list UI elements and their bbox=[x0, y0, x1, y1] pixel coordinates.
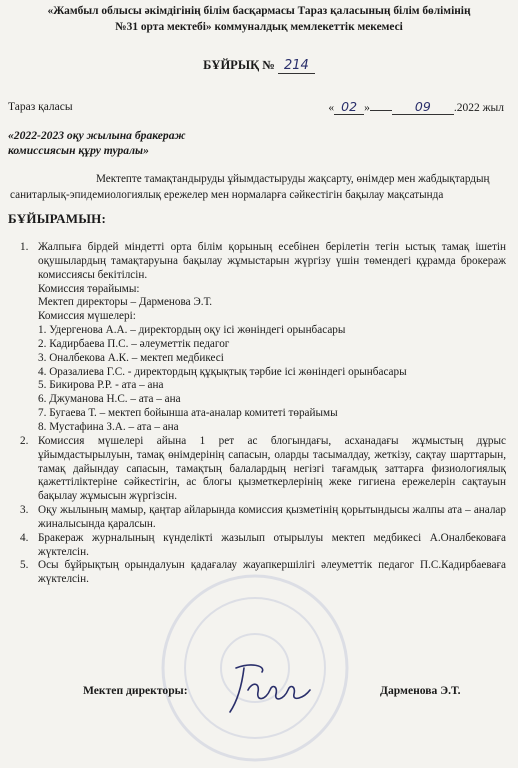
member-5: 5. Бикирова Р.Р. - ата – ана bbox=[38, 379, 164, 392]
order-date bbox=[328, 99, 504, 115]
preamble: Мектепте тамақтандыруды ұйымдастыруды жақсарту, өнімдер мен жабдықтардың санитарлық-эпидемиологиялық ережелер мен нормаларға сәйкестігін бақылау мақсатында bbox=[10, 173, 490, 201]
member-1: 1. Удергенова А.А. – директордың оқу ісі жөніндегі орынбасары bbox=[38, 324, 346, 337]
command-heading: БҰЙЫРАМЫН: bbox=[8, 211, 107, 226]
chair-heading: Комиссия төрайымы: bbox=[38, 282, 140, 295]
order-item-4 bbox=[20, 532, 506, 560]
item-text: Бракераж журналының күнделікті жазылып отырылуы мектеп медбикесі А.Оналбековаға жүктелсін. bbox=[38, 531, 506, 558]
handwritten-signature bbox=[222, 660, 314, 716]
member-2: 2. Кадирбаева П.С. – әлеуметтік педагог bbox=[38, 337, 230, 350]
chair-person: Мектеп директоры – Дарменова Э.Т. bbox=[38, 296, 213, 309]
subject-line-2: комиссиясын құру туралы» bbox=[8, 144, 149, 157]
item-number: 1. bbox=[20, 241, 29, 253]
member-7: 7. Бугаева Т. – мектеп бойынша ата-аналар комитеті төрайымы bbox=[38, 407, 338, 420]
signature-title: Мектеп директоры: bbox=[83, 684, 188, 697]
signature-name: Дарменова Э.Т. bbox=[380, 684, 461, 697]
order-item-2 bbox=[20, 435, 506, 504]
subject-line-1: «2022-2023 оқу жылына бракераж bbox=[8, 129, 186, 142]
order-item-5 bbox=[20, 559, 506, 587]
item-text: Жалпыға бірдей міндетті орта білім қорының есебінен берілетін тегін ыстық тамақ ішетін оқушылардың тамақтаруына бақылау жұмыстарын жүргізу үшін төмендегі құрамда брокераж комиссиясы бекітілсін. bbox=[38, 241, 506, 281]
order-item-1 bbox=[20, 241, 506, 435]
members-heading: Комиссия мүшелері: bbox=[38, 310, 136, 323]
member-3: 3. Оналбекова А.К. – мектеп медбикесі bbox=[38, 351, 224, 364]
date-close-quote: » bbox=[364, 102, 370, 114]
item-number: 5. bbox=[20, 559, 29, 572]
member-4: 4. Оразалиева Г.С. - директордың құқықтық тәрбие ісі жөніндегі орынбасары bbox=[38, 365, 407, 378]
date-open-quote: « bbox=[328, 102, 335, 114]
order-item-3 bbox=[20, 504, 506, 532]
item-number: 4. bbox=[20, 531, 29, 544]
item-text: Оқу жылының мамыр, қаңтар айларында комиссия қызметінің қорытындысы жалпы ата – аналар жиналысында қаралсын. bbox=[38, 504, 506, 530]
item-text: Осы бұйрықтың орындалуын қадағалау жауапкершілігі әлеуметтік педагог П.С.Кадирбаеваға жүктелсін. bbox=[38, 559, 506, 586]
institution-header bbox=[20, 3, 498, 35]
date-year: .2022 жыл bbox=[453, 102, 504, 114]
order-label: БҰЙРЫҚ № bbox=[203, 58, 275, 72]
member-8: 8. Мустафина З.А. – ата – ана bbox=[38, 420, 179, 433]
order-subject bbox=[8, 128, 186, 158]
header-line-2: №31 орта мектебі» коммуналдық мемлекеттік мекемесі bbox=[115, 21, 403, 33]
member-6: 6. Джуманова Н.С. – ата – ана bbox=[38, 393, 181, 406]
date-day: 02 bbox=[334, 99, 364, 115]
date-underline bbox=[370, 110, 392, 111]
date-month: 09 bbox=[392, 99, 454, 115]
order-title bbox=[0, 58, 518, 73]
header-line-1: «Жамбыл облысы әкімдігінің білім басқармасы Тараз қаласының білім бөлімінің bbox=[47, 5, 471, 17]
city: Тараз қаласы bbox=[8, 101, 73, 113]
item-text: Комиссия мүшелері айына 1 рет ас блогындағы, асханадағы жұмыстың дұрыс ұйымдастырылуын, тамақ өнімдерінің сапасын, оларды тасымалдау, жеткізу, сақтау шарттарын, тамақ дайындау сапасын, тамақтың балалардың негізгі тағамдық заттарға физиологиялық қажеттіліктеріне сәйкестігін, ас блогы қызметкерлерінің жеке гигиена ережелерін сақтауын бақылау жұмысын жүргізсін. bbox=[38, 434, 506, 503]
order-items bbox=[20, 241, 506, 587]
order-number: 214 bbox=[278, 58, 315, 74]
item-number: 3. bbox=[20, 504, 29, 517]
item-number: 2. bbox=[20, 434, 29, 447]
